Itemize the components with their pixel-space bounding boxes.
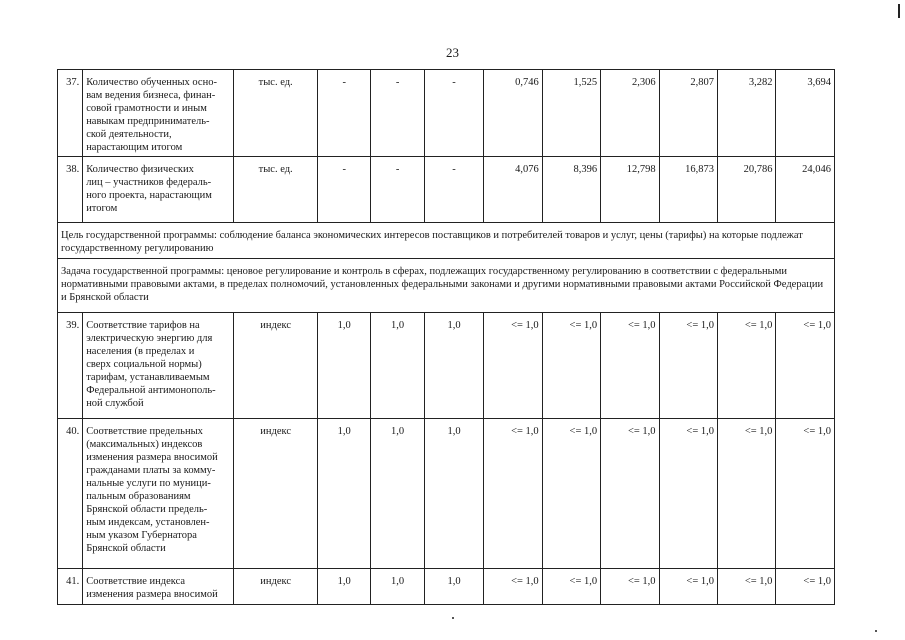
indicator-value: 1,0: [371, 419, 424, 569]
indicator-value: <= 1,0: [542, 569, 600, 605]
indicator-name: Соответствие предельных (максимальных) индексов изменения размера вносимой гражданами платы за комму- нальные услуги по муници- пальным образованиям Брянской области предель- ным индексам, установлен- ным указом Губернатора Брянской области: [83, 419, 234, 569]
row-number: 38.: [58, 157, 83, 223]
unit-of-measure: тыс. ед.: [234, 70, 318, 157]
table-row: [58, 313, 835, 419]
indicator-value: <= 1,0: [718, 569, 776, 605]
indicator-value: 20,786: [718, 157, 776, 223]
indicator-name: Соответствие тарифов на электрическую энергию для населения (в пределах и сверх социальной нормы) тарифам, устанавливаемым Федеральной антимонополь- ной службой: [83, 313, 234, 419]
indicator-value: <= 1,0: [484, 419, 542, 569]
indicator-value: <= 1,0: [659, 419, 717, 569]
indicators-table: [57, 69, 835, 605]
indicator-value: 1,0: [317, 419, 370, 569]
indicator-value: 1,525: [542, 70, 600, 157]
table-row: [58, 157, 835, 223]
indicator-value: <= 1,0: [718, 419, 776, 569]
page-number: 23: [446, 45, 459, 60]
indicator-value: <= 1,0: [659, 313, 717, 419]
indicator-value: 1,0: [424, 569, 483, 605]
unit-of-measure: индекс: [234, 419, 318, 569]
indicator-value: <= 1,0: [776, 419, 835, 569]
row-number: 41.: [58, 569, 83, 605]
indicator-value: <= 1,0: [542, 313, 600, 419]
indicator-value: <= 1,0: [601, 419, 659, 569]
indicator-value: 1,0: [317, 569, 370, 605]
indicator-value: 4,076: [484, 157, 542, 223]
program-goal-text: Цель государственной программы: соблюдение баланса экономических интересов поставщиков и потребителей товаров и услуг, цены (тарифы) на которые подлежат государственному регулированию: [58, 223, 835, 259]
indicator-value: <= 1,0: [601, 313, 659, 419]
indicator-value: <= 1,0: [659, 569, 717, 605]
indicator-value: <= 1,0: [484, 569, 542, 605]
indicator-value: <= 1,0: [601, 569, 659, 605]
section-row: [58, 259, 835, 313]
scan-speck: [875, 630, 877, 632]
indicator-value: 16,873: [659, 157, 717, 223]
row-number: 37.: [58, 70, 83, 157]
unit-of-measure: индекс: [234, 313, 318, 419]
indicator-name: Соответствие индекса изменения размера вносимой: [83, 569, 234, 605]
unit-of-measure: индекс: [234, 569, 318, 605]
indicator-value: 2,306: [601, 70, 659, 157]
scan-speck: [452, 617, 454, 619]
table-row: [58, 70, 835, 157]
indicator-value: 1,0: [424, 419, 483, 569]
table-row: [58, 419, 835, 569]
row-number: 39.: [58, 313, 83, 419]
indicator-value: 1,0: [424, 313, 483, 419]
indicator-value: 2,807: [659, 70, 717, 157]
indicator-value: 3,282: [718, 70, 776, 157]
indicator-value: 8,396: [542, 157, 600, 223]
unit-of-measure: тыс. ед.: [234, 157, 318, 223]
indicator-value: -: [424, 157, 483, 223]
indicator-value: <= 1,0: [484, 313, 542, 419]
scan-edge-mark: [898, 4, 900, 18]
row-number: 40.: [58, 419, 83, 569]
indicator-value: 3,694: [776, 70, 835, 157]
indicator-value: -: [371, 157, 424, 223]
indicator-value: -: [424, 70, 483, 157]
section-row: [58, 223, 835, 259]
indicator-value: 1,0: [371, 569, 424, 605]
indicator-name: Количество физических лиц – участников федераль- ного проекта, нарастающим итогом: [83, 157, 234, 223]
indicator-value: 0,746: [484, 70, 542, 157]
table-row: [58, 569, 835, 605]
indicator-value: -: [317, 157, 370, 223]
program-task-text: Задача государственной программы: ценовое регулирование и контроль в сферах, подлежащих государственному регулированию в соответствии с федеральными нормативными правовыми актами, в пределах полномочий, установленных федеральными законами и другими нормативными правовыми актами Российской Федерации и Брянской области: [58, 259, 835, 313]
indicator-value: <= 1,0: [776, 313, 835, 419]
indicator-value: <= 1,0: [718, 313, 776, 419]
indicator-value: 1,0: [371, 313, 424, 419]
indicator-value: 1,0: [317, 313, 370, 419]
indicator-name: Количество обученных осно- вам ведения бизнеса, финан- совой грамотности и иным навыкам предприниматель- ской деятельности, нарастающим итогом: [83, 70, 234, 157]
indicator-value: -: [317, 70, 370, 157]
indicator-value: 12,798: [601, 157, 659, 223]
indicator-value: 24,046: [776, 157, 835, 223]
indicator-value: -: [371, 70, 424, 157]
indicator-value: <= 1,0: [776, 569, 835, 605]
indicator-value: <= 1,0: [542, 419, 600, 569]
